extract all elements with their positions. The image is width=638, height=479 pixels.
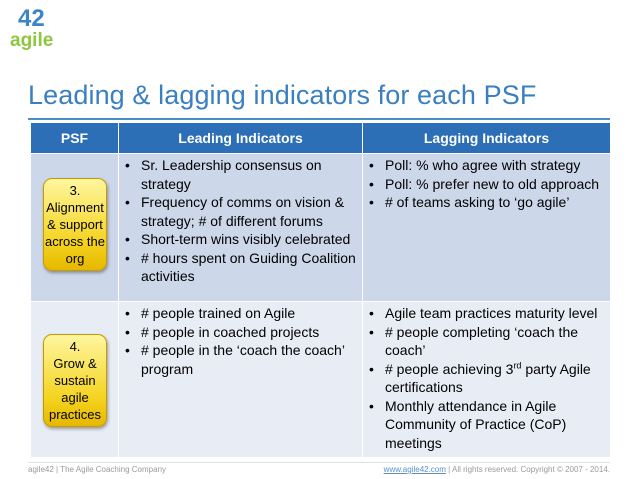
- logo-bottom-text: agile: [10, 30, 54, 50]
- table-row: [31, 302, 611, 458]
- logo-top-text: 42: [18, 5, 45, 32]
- footer-website-link[interactable]: www.agile42.com: [383, 465, 446, 474]
- list-item: • # people achieving 3rd party Agile certifications: [385, 360, 604, 397]
- list-item: • # people in coached projects: [141, 323, 356, 342]
- table-row: [31, 154, 611, 302]
- psf-cell: [31, 302, 119, 458]
- lagging-list: [363, 154, 610, 212]
- footer-copyright: All rights reserved. Copyright © 2007 - 2014.: [452, 465, 610, 474]
- leading-cell: [119, 154, 363, 302]
- list-item: • # hours spent on Guiding Coalition activities: [141, 249, 356, 286]
- list-item: • # people trained on Agile: [141, 304, 356, 323]
- leading-list: [119, 302, 362, 378]
- lagging-cell: [363, 154, 611, 302]
- agile42-logo: [8, 4, 70, 50]
- psf-cell: [31, 154, 119, 302]
- list-item: • Poll: % who agree with strategy: [385, 156, 604, 175]
- list-item: • Short-term wins visibly celebrated: [141, 230, 356, 249]
- footer-right: [384, 465, 610, 475]
- list-item: • Agile team practices maturity level: [385, 304, 604, 323]
- lagging-list: [363, 302, 610, 452]
- footer: [28, 465, 610, 475]
- psf-badge: 4. Grow & sustain agile practices: [43, 334, 107, 427]
- leading-list: [119, 154, 362, 286]
- psf-badge: 3. Alignment & support across the org: [43, 178, 107, 271]
- title-underline: [28, 118, 610, 120]
- leading-cell: [119, 302, 363, 458]
- lagging-cell: [363, 302, 611, 458]
- indicators-table: [30, 122, 611, 458]
- table-header-row: [31, 123, 611, 154]
- list-item: • Poll: % prefer new to old approach: [385, 175, 604, 194]
- header-leading: Leading Indicators: [119, 123, 363, 154]
- header-psf: PSF: [31, 123, 119, 154]
- header-lagging: Lagging Indicators: [363, 123, 611, 154]
- list-item: • Frequency of comms on vision & strategy; # of different forums: [141, 193, 356, 230]
- footer-divider: [28, 462, 610, 463]
- list-item: • # people in the ‘coach the coach’ program: [141, 341, 356, 378]
- list-item: • # people completing ‘coach the coach’: [385, 323, 604, 360]
- footer-separator: |: [448, 465, 451, 474]
- slide-title: Leading & lagging indicators for each PSF: [28, 80, 537, 110]
- list-item: • Monthly attendance in Agile Community of Practice (CoP) meetings: [385, 397, 604, 453]
- footer-company: agile42 | The Agile Coaching Company: [28, 465, 167, 474]
- list-item: • # of teams asking to ‘go agile’: [385, 193, 604, 212]
- list-item: • Sr. Leadership consensus on strategy: [141, 156, 356, 193]
